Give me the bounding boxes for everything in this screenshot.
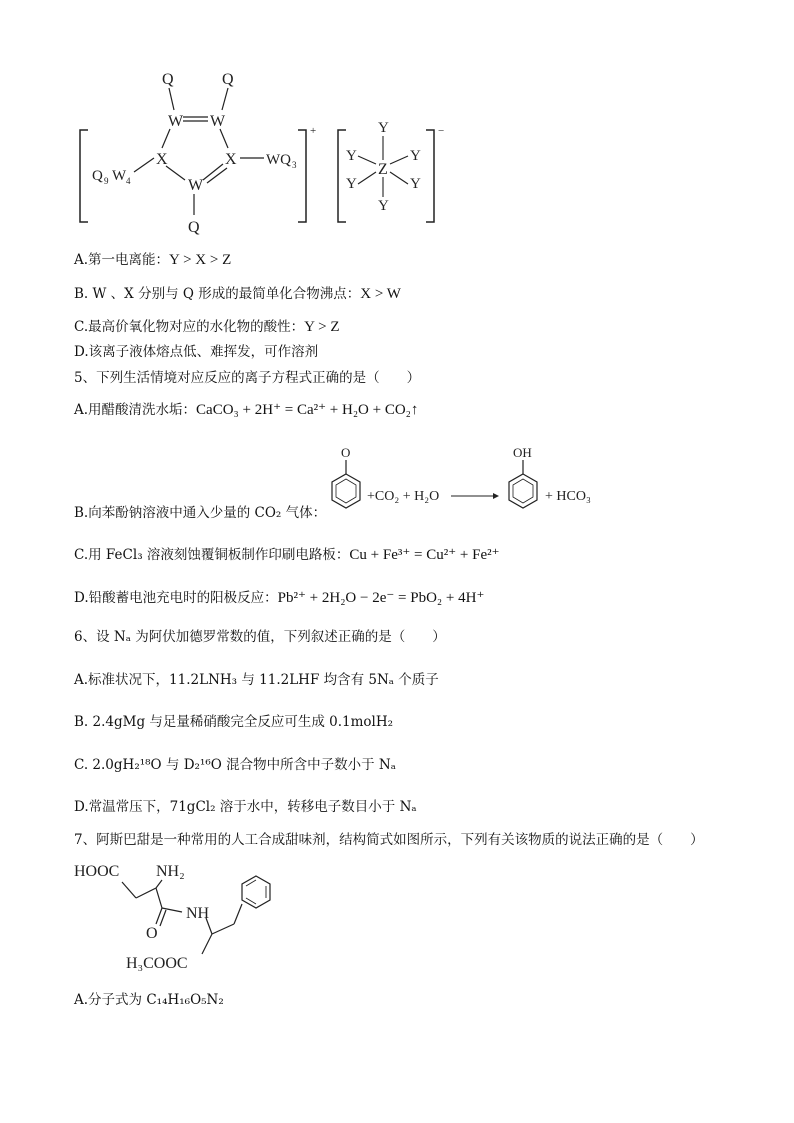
q5-option-b-prefix: B.向苯酚钠溶液中通入少量的 CO₂ 气体： — [74, 505, 327, 521]
q6-option-b: B. 2.4gMg 与足量稀硝酸完全反应可生成 0.1molH₂ — [74, 714, 394, 730]
label-hooc: HOOC — [74, 863, 120, 880]
q4-option-a-prefix: A.第一电离能： — [74, 252, 170, 268]
q5-option-c-prefix: C.用 FeCl₃ 溶液刻蚀覆铜板制作印刷电路板： — [74, 547, 350, 563]
anion-y-top: Y — [378, 120, 389, 136]
anion-charge: − — [438, 125, 445, 137]
cation-charge: + — [310, 125, 317, 137]
anion-y-lower-left: Y — [346, 176, 357, 192]
q6-option-a: A.标准状况下，11.2LNH₃ 与 11.2LHF 均含有 5Nₐ 个质子 — [74, 672, 439, 688]
product-oh-label: OH — [513, 445, 532, 460]
anion-y-upper-left: Y — [346, 148, 357, 164]
q4-option-c-expr: Y > Z — [304, 319, 340, 335]
q7-stem: 7、阿斯巴甜是一种常用的人工合成甜味剂，结构简式如图所示，下列有关该物质的说法正确的是（ ） — [74, 832, 704, 848]
atom-wq3-subscript: 3 — [292, 160, 297, 170]
aspartame-structure-figure — [70, 852, 300, 977]
q5-option-c-equation: Cu + Fe³⁺ = Cu²⁺ + Fe²⁺ — [349, 547, 500, 563]
q4-option-d: D.该离子液体熔点低、难挥发，可作溶剂 — [74, 344, 319, 360]
q7-option-a: A.分子式为 C₁₄H₁₆O₅N₂ — [74, 992, 224, 1008]
label-nh2: NH₂ — [156, 863, 185, 880]
q5-stem: 5、下列生活情境对应反应的离子方程式正确的是（ ） — [74, 370, 421, 386]
atom-w4-subscript: 4 — [126, 176, 131, 186]
q6-option-d: D.常温常压下，71gCl₂ 溶于水中，转移电子数目小于 Nₐ — [74, 799, 417, 815]
atom-q9-subscript: 9 — [104, 176, 109, 186]
q4-option-a — [74, 250, 231, 270]
q6-stem: 6、设 Nₐ 为阿伏加德罗常数的值，下列叙述正确的是（ ） — [74, 629, 446, 645]
atom-w-top-left: W — [168, 113, 184, 130]
ionic-liquid-structure-figure — [70, 60, 460, 235]
label-o: O — [146, 925, 158, 942]
q5-option-d-prefix: D.铅酸蓄电池充电时的阳极反应： — [74, 590, 278, 606]
atom-w-top-right: W — [210, 113, 226, 130]
label-nh: NH — [186, 905, 210, 922]
atom-q-top-right: Q — [222, 71, 234, 88]
q5-option-a-equation: CaCO₃ + 2H⁺ = Ca²⁺ + H₂O + CO₂↑ — [196, 402, 419, 418]
anion-y-lower-right: Y — [410, 176, 421, 192]
reactant-o-label: O — [341, 445, 351, 460]
phenoxide-reaction-figure — [325, 440, 625, 525]
q4-option-c — [74, 317, 340, 337]
atom-q-bottom: Q — [188, 219, 200, 235]
q6-option-c: C. 2.0gH₂¹⁸O 与 D₂¹⁶O 混合物中所含中子数小于 Nₐ — [74, 757, 396, 773]
q4-option-b-expr: X > W — [360, 286, 401, 302]
atom-wq3: WQ — [266, 152, 291, 168]
q5-option-d — [74, 588, 484, 608]
atom-x-left: X — [156, 151, 168, 168]
atom-w-bottom: W — [188, 177, 204, 194]
q4-option-c-prefix: C.最高价氧化物对应的水化物的酸性： — [74, 319, 305, 335]
label-h3cooc: H₃COOC — [126, 955, 188, 972]
q4-option-a-expr: Y > X > Z — [169, 252, 232, 268]
atom-x-right: X — [225, 151, 237, 168]
q4-option-b — [74, 284, 401, 304]
anion-z-center: Z — [378, 161, 388, 178]
anion-y-upper-right: Y — [410, 148, 421, 164]
q5-option-c — [74, 545, 500, 565]
reaction-tail-term: + HCO₃ — [545, 489, 591, 504]
atom-q9: Q — [92, 168, 103, 184]
q5-option-a-prefix: A.用醋酸清洗水垢： — [74, 402, 197, 418]
anion-y-bottom: Y — [378, 198, 389, 214]
atom-w4: W — [112, 168, 127, 184]
q5-option-a — [74, 400, 418, 420]
q4-option-b-prefix: B. W 、X 分别与 Q 形成的最简单化合物沸点： — [74, 286, 361, 302]
atom-q-top-left: Q — [162, 71, 174, 88]
reaction-middle-terms: +CO₂ + H₂O — [367, 489, 440, 504]
q5-option-d-equation: Pb²⁺ + 2H₂O − 2e⁻ = PbO₂ + 4H⁺ — [277, 590, 485, 606]
